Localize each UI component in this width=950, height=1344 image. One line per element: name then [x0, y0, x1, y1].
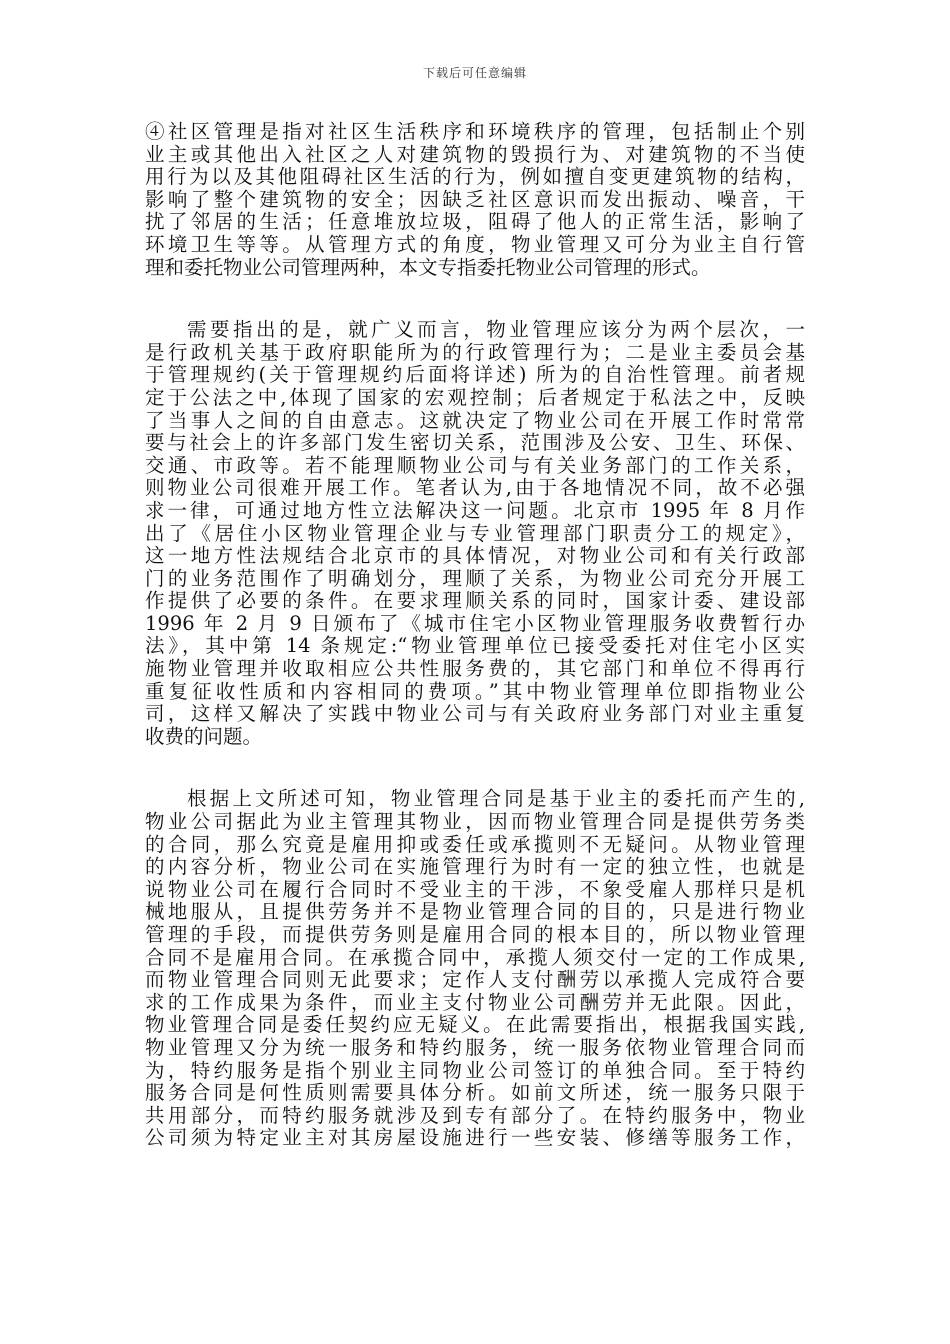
- text-line: 法》，其中第 14 条规定:“物业管理单位已接受委托对住宅小区实: [145, 634, 805, 658]
- text-line: 物业管理又分为统一服务和特约服务，统一服务依物业管理合同而: [145, 1035, 805, 1059]
- text-line: 要与社会上的许多部门发生密切关系，范围涉及公安、卫生、环保、: [145, 431, 805, 455]
- paragraph-management-levels: [145, 319, 805, 748]
- text-line: 扰了邻居的生活；任意堆放垃圾，阻碍了他人的正常生活，影响了: [145, 210, 805, 234]
- text-line: 收费的问题。: [145, 724, 263, 748]
- text-line: 械地服从，且提供劳务并不是物业管理合同的目的，只是进行物业: [145, 900, 805, 924]
- text-line: 重复征收性质和内容相同的费项。”其中物业管理单位即指物业公: [145, 679, 805, 703]
- text-line: 用行为以及其他阻碍社区生活的行为，例如擅自变更建筑物的结构，: [145, 165, 805, 189]
- text-line: 了当事人之间的自由意志。这就决定了物业公司在开展工作时常常: [145, 408, 805, 432]
- text-line: 物业公司据此为业主管理其物业，因而物业管理合同是提供劳务类: [145, 810, 805, 834]
- page-header: 下载后可任意编辑: [422, 66, 527, 80]
- text-line: 说物业公司在履行合同时不受业主的干涉，不象受雇人那样只是机: [145, 877, 805, 901]
- text-line: 于管理规约(关于管理规约后面将详述) 所为的自治性管理。前者规: [145, 363, 805, 387]
- text-line: 门的业务范围作了明确划分，理顺了关系，为物业公司充分开展工: [145, 566, 805, 590]
- text-line: 需要指出的是，就广义而言，物业管理应该分为两个层次，一: [187, 318, 805, 342]
- text-line: 根据上文所述可知，物业管理合同是基于业主的委托而产生的,: [187, 787, 805, 811]
- text-line: 业主或其他出入社区之人对建筑物的毁损行为、对建筑物的不当使: [145, 142, 805, 166]
- text-line: 环境卫生等等。从管理方式的角度，物业管理又可分为业主自行管: [145, 232, 805, 256]
- text-line: 理和委托物业公司管理两种，本文专指委托物业公司管理的形式。: [145, 255, 711, 279]
- text-line: 共用部分，而特约服务就涉及到专有部分了。在特约服务中，物业: [145, 1103, 805, 1127]
- text-line: 服务合同是何性质则需要具体分析。如前文所述，统一服务只限于: [145, 1081, 805, 1105]
- text-line: 1996 年 2 月 9 日颁布了《城市住宅小区物业管理服务收费暂行办: [145, 611, 805, 635]
- text-line: 物业管理合同是委任契约应无疑义。在此需要指出，根据我国实践,: [145, 1013, 805, 1037]
- paragraph-community-management: [145, 121, 805, 279]
- text-line: 是行政机关基于政府职能所为的行政管理行为；二是业主委员会基: [145, 340, 805, 364]
- text-line: 交通、市政等。若不能理顺物业公司与有关业务部门的工作关系，: [145, 453, 805, 477]
- text-line: 合同不是雇用合同。在承揽合同中，承揽人须交付一定的工作成果,: [145, 945, 805, 969]
- text-line: 施物业管理并收取相应公共性服务费的，其它部门和单位不得再行: [145, 657, 805, 681]
- text-line: 司，这样又解决了实践中物业公司与有关政府业务部门对业主重复: [145, 702, 805, 726]
- text-line: 影响了整个建筑物的安全；因缺乏社区意识而发出振动、噪音，干: [145, 187, 805, 211]
- text-line: 则物业公司很难开展工作。笔者认为,由于各地情况不同，故不必强: [145, 476, 805, 500]
- text-line: 的合同，那么究竟是雇用抑或委任或承揽则不无疑问。从物业管理: [145, 832, 805, 856]
- text-line: 求的工作成果为条件，而业主支付物业公司酬劳并无此限。因此，: [145, 990, 805, 1014]
- text-line: 作提供了必要的条件。在要求理顺关系的同时，国家计委、建设部: [145, 589, 805, 613]
- text-line: 而物业管理合同则无此要求；定作人支付酬劳以承揽人完成符合要: [145, 968, 805, 992]
- paragraph-contract-nature: [145, 788, 805, 1150]
- text-line: 为，特约服务是指个别业主同物业公司签订的单独合同。至于特约: [145, 1058, 805, 1082]
- text-line: 求一律，可通过地方性立法解决这一问题。北京市 1995 年 8 月作: [145, 498, 805, 522]
- text-line: 出了《居住小区物业管理企业与专业管理部门职责分工的规定》，: [145, 521, 805, 545]
- text-line: 定于公法之中,体现了国家的宏观控制；后者规定于私法之中，反映: [145, 385, 805, 409]
- text-line: ④社区管理是指对社区生活秩序和环境秩序的管理，包括制止个别: [145, 120, 805, 143]
- text-line: 公司须为特定业主对其房屋设施进行一些安装、修缮等服务工作，: [145, 1126, 805, 1150]
- text-line: 管理的手段，而提供劳务则是雇用合同的根本目的，所以物业管理: [145, 923, 805, 946]
- text-line: 这一地方性法规结合北京市的具体情况，对物业公司和有关行政部: [145, 544, 805, 568]
- document-body: [145, 121, 805, 1150]
- text-line: 的内容分析，物业公司在实施管理行为时有一定的独立性，也就是: [145, 855, 805, 879]
